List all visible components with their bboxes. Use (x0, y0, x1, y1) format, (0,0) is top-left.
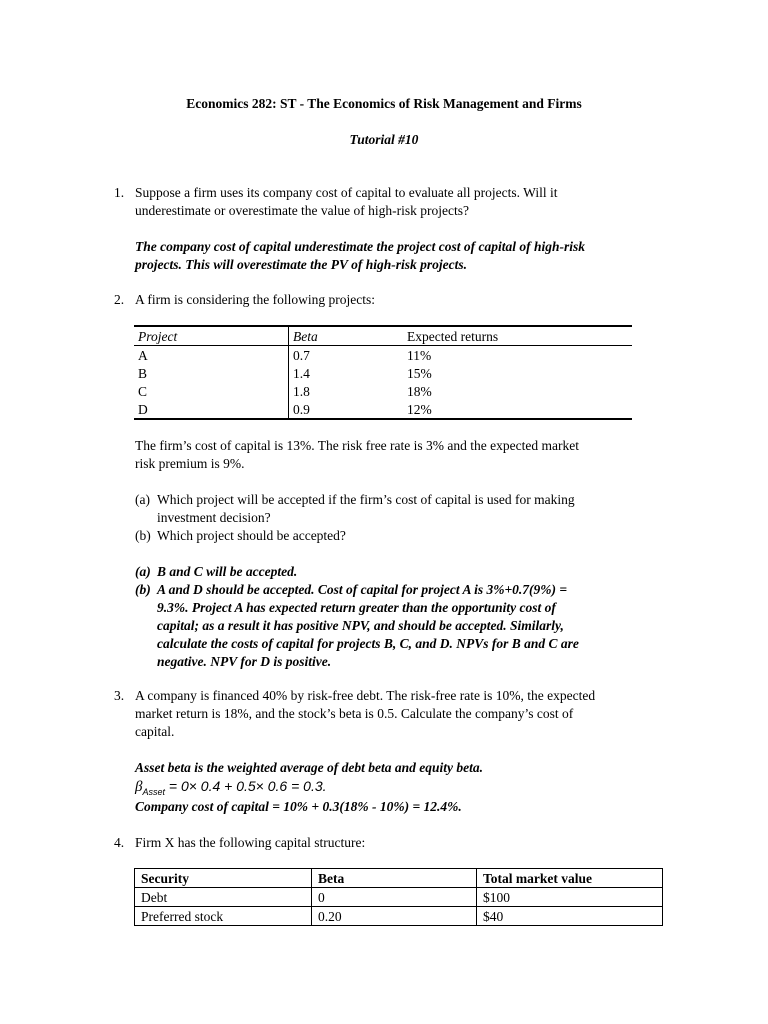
q2-answer-b-line4: calculate the costs of capital for projects B, C, and D. NPVs for B and C are (157, 636, 579, 651)
capital-structure-table (134, 868, 663, 926)
q1-text-line1: Suppose a firm uses its company cost of capital to evaluate all projects. Will it (135, 185, 558, 200)
q2-answer-a (135, 563, 655, 581)
q2-info-line2: risk premium is 9%. (135, 456, 245, 471)
q1-text-line2: underestimate or overestimate the value of high-risk projects? (135, 203, 470, 218)
tutorial-number: Tutorial #10 (349, 132, 419, 147)
q2-answer-b-line2: 9.3%. Project A has expected return greater than the opportunity cost of (157, 600, 556, 615)
q2-answer-b-text (157, 581, 657, 671)
q2-answer-b (135, 581, 655, 671)
project-cell: A (134, 346, 289, 365)
q2-info-line1: The firm’s cost of capital is 13%. The risk free rate is 3% and the expected market (135, 438, 579, 453)
q1-number: 1. (114, 185, 125, 200)
header-beta: Beta (312, 869, 477, 888)
q2-part-b-label: (b) (135, 528, 151, 543)
beta-subscript: Asset (142, 786, 165, 797)
q2-info (135, 437, 655, 473)
q3-number: 3. (114, 688, 125, 703)
security-cell: Preferred stock (135, 907, 312, 926)
q3-text-line2: market return is 18%, and the stock’s beta is 0.5. Calculate the company’s cost of (135, 706, 574, 721)
q1-text (135, 184, 655, 220)
return-cell: 11% (407, 347, 432, 363)
q4-number: 4. (114, 835, 125, 850)
header-project: Project (134, 326, 289, 346)
beta-cell: 1.4 (293, 365, 310, 381)
return-cell: 12% (407, 401, 432, 417)
q3-answer-line1: Asset beta is the weighted average of debt beta and equity beta. (135, 760, 483, 775)
q1-answer-line2: projects. This will overestimate the PV of high-risk projects. (135, 257, 468, 272)
beta-cell: 1.8 (293, 383, 310, 399)
security-cell: Debt (135, 888, 312, 907)
market-value-cell: $100 (477, 888, 663, 907)
q2-part-b (135, 527, 655, 545)
beta-cell: 0.9 (293, 401, 310, 417)
beta-cell: 0.20 (312, 907, 477, 926)
table-header-row (134, 326, 632, 346)
header-security: Security (135, 869, 312, 888)
return-cell: 15% (407, 365, 432, 381)
projects-table (134, 325, 632, 420)
q2-part-a (135, 491, 655, 527)
beta-symbol: β (135, 779, 143, 795)
header-beta: Beta (289, 326, 404, 346)
market-value-cell: $40 (477, 907, 663, 926)
q2-part-b-text: Which project should be accepted? (157, 528, 346, 543)
q2-answer-b-line5: negative. NPV for D is positive. (157, 654, 332, 669)
q2-answer-b-line3: capital; as a result it has positive NPV, and should be accepted. Similarly, (157, 618, 564, 633)
q3-text-line3: capital. (135, 724, 175, 739)
table-row (135, 907, 663, 926)
table-row (134, 364, 632, 382)
beta-cell: 0.7 (293, 347, 310, 363)
q2-part-a-label: (a) (135, 492, 150, 507)
q2-answer-a-text: B and C will be accepted. (157, 564, 298, 579)
q3-text (135, 687, 655, 741)
q2-part-a-line1: Which project will be accepted if the firm’s cost of capital is used for making (157, 492, 575, 507)
asset-beta-formula (135, 777, 655, 797)
beta-cell: 0 (312, 888, 477, 907)
q2-text: A firm is considering the following projects: (135, 292, 375, 307)
q2-number: 2. (114, 292, 125, 307)
table-row (134, 400, 632, 419)
q4-text: Firm X has the following capital structure: (135, 835, 366, 850)
q1-answer (135, 238, 655, 274)
header-total-market-value: Total market value (477, 869, 663, 888)
project-cell: C (134, 382, 289, 400)
project-cell: D (134, 400, 289, 419)
q2-answer-b-line1: A and D should be accepted. Cost of capital for project A is 3%+0.7(9%) = (157, 582, 568, 597)
table-header-row (135, 869, 663, 888)
q2-answer-b-label: (b) (135, 582, 151, 597)
q2-part-a-text (157, 491, 657, 527)
table-row (134, 382, 632, 400)
q3-answer-line3: Company cost of capital = 10% + 0.3(18% - 10%) = 12.4%. (135, 799, 462, 814)
q1-answer-line1: The company cost of capital underestimate the project cost of capital of high-risk (135, 239, 585, 254)
table-row (135, 888, 663, 907)
return-cell: 18% (407, 383, 432, 399)
header-expected-returns: Expected returns (403, 326, 632, 346)
project-cell: B (134, 364, 289, 382)
table-row (134, 346, 632, 365)
formula-rhs: = 0× 0.4 + 0.5× 0.6 = 0.3. (168, 778, 327, 794)
q2-part-a-line2: investment decision? (157, 510, 271, 525)
q3-text-line1: A company is financed 40% by risk-free debt. The risk-free rate is 10%, the expected (135, 688, 596, 703)
document-title: Economics 282: ST - The Economics of Risk Management and Firms (186, 96, 582, 111)
q2-answer-a-label: (a) (135, 564, 151, 579)
